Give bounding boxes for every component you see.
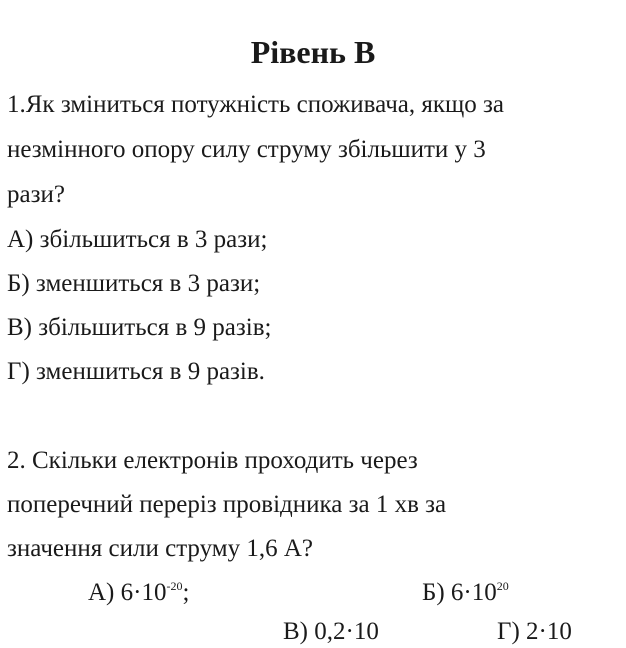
q1-option-d: Г) зменшиться в 9 разів.	[7, 358, 265, 385]
q1-text-line-3: рази?	[7, 181, 65, 208]
q1-text-line-1: 1.Як зміниться потужність споживача, якщо за	[7, 91, 504, 118]
q2-option-d: Г) 2·10	[497, 618, 572, 645]
q2-option-b-base: Б) 6·10	[422, 579, 497, 606]
q2-text-line-2: поперечний переріз провідника за 1 хв за	[7, 491, 447, 518]
q2-text-line-3: значення сили струму 1,6 А?	[7, 535, 313, 562]
q1-option-c: В) збільшиться в 9 разів;	[7, 314, 272, 341]
q2-option-a	[88, 577, 189, 612]
q2-option-a-exponent: -20	[166, 579, 183, 593]
q2-option-a-base: А) 6·10	[88, 579, 167, 606]
level-title: Рівень В	[250, 34, 376, 70]
q2-option-a-tail: ;	[182, 579, 190, 606]
q2-option-c: В) 0,2·10	[283, 618, 379, 645]
q2-option-b-exponent: 20	[496, 579, 509, 593]
q2-option-b	[422, 577, 509, 612]
q1-option-a: А) збільшиться в 3 рази;	[7, 226, 268, 253]
q1-text-line-2: незмінного опору силу струму збільшити у 3	[7, 136, 486, 163]
q1-option-b: Б) зменшиться в 3 рази;	[7, 270, 261, 297]
q2-text-line-1: 2. Скільки електронів проходить через	[7, 447, 418, 474]
